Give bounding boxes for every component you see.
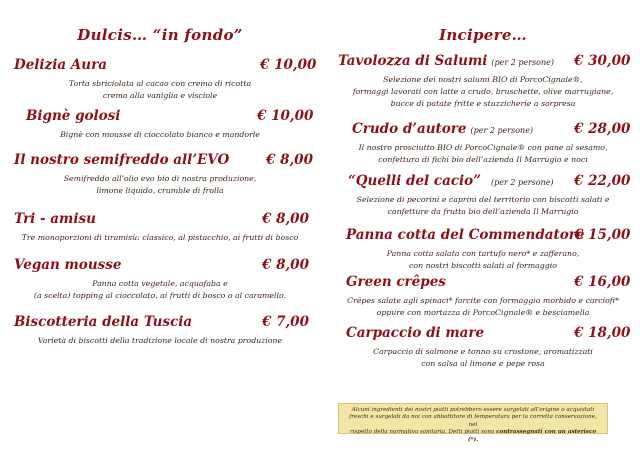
item-price: € 7,00 bbox=[262, 314, 309, 330]
allergen-notice-box bbox=[338, 403, 608, 443]
description-line: Semifreddo all’olio evo bio di nostra produzione, bbox=[63, 174, 257, 183]
item-name bbox=[348, 172, 554, 192]
item-description bbox=[14, 78, 306, 102]
item-name bbox=[352, 120, 533, 140]
menu-item bbox=[338, 273, 631, 319]
item-name: Carpaccio di mare bbox=[346, 325, 485, 341]
menu-item bbox=[14, 256, 309, 302]
item-note: (per 2 persone) bbox=[470, 126, 534, 135]
item-price: € 10,00 bbox=[260, 57, 317, 73]
notice-line: Alcuni ingredienti dei nostri piatti potrebbero essere surgelati all’origine o acquistati bbox=[351, 407, 595, 413]
menu-item bbox=[14, 151, 313, 197]
menu-item bbox=[338, 324, 631, 370]
description-line: formaggi lavorati con latte a crudo, bruschette, olive marrugiane, bbox=[352, 87, 614, 97]
item-price: € 18,00 bbox=[574, 325, 631, 341]
menu-item bbox=[338, 52, 631, 111]
item-description bbox=[14, 173, 306, 197]
starters-title: Incipere… bbox=[439, 26, 527, 44]
menu-item bbox=[338, 226, 631, 272]
item-name-text: “Quelli del cacio” bbox=[348, 173, 481, 189]
notice-text: rispetto della normativa sanitaria. Detti piatti sono bbox=[349, 429, 497, 436]
item-description bbox=[338, 194, 628, 218]
description-line: Selezione dei nostri salumi BIO di PorcoCignale®, bbox=[383, 75, 583, 84]
item-description bbox=[338, 142, 628, 166]
item-price: € 30,00 bbox=[574, 53, 631, 69]
description-line: Il nostro prosciutto BIO di PorcoCignale® con pane al sesamo, bbox=[358, 143, 608, 152]
menu-item bbox=[338, 120, 631, 166]
description-line: Tre monoporzioni di tiramisù: classico, al pistacchio, ai frutti di bosco bbox=[21, 233, 299, 242]
description-line: confetture da frutta bio dell’azienda Il Marrugio bbox=[387, 207, 579, 217]
item-price: € 22,00 bbox=[574, 173, 631, 189]
description-line: Bignè con mousse di cioccolato bianco e mandorle bbox=[60, 130, 260, 139]
item-price: € 16,00 bbox=[574, 274, 631, 290]
item-price: € 15,00 bbox=[574, 227, 631, 243]
item-name: Vegan mousse bbox=[14, 257, 122, 273]
item-description bbox=[338, 248, 628, 272]
description-line: bucce di patate fritte e stuzzicherie a sorpresa bbox=[390, 99, 576, 109]
item-name-text: Crudo d’autore bbox=[352, 121, 467, 137]
desserts-title: Dulcis… “in fondo” bbox=[77, 26, 243, 44]
item-price: € 28,00 bbox=[574, 121, 631, 137]
description-line: crema alla vaniglia e visciole bbox=[102, 91, 218, 101]
item-price: € 8,00 bbox=[262, 211, 309, 227]
item-note: (per 2 persone) bbox=[490, 178, 554, 187]
description-line: Torta sbriciolata al cacao con crema di ricotta bbox=[68, 79, 252, 88]
description-line: con salsa al limone e pepe rosa bbox=[421, 359, 545, 369]
description-line: limone liquido, crumble di frolla bbox=[96, 186, 224, 196]
description-line: Varietà di biscotti della tradizione locale di nostra produzione bbox=[37, 336, 283, 345]
item-name: Panna cotta del Commendatore bbox=[346, 227, 585, 243]
item-price: € 10,00 bbox=[257, 108, 314, 124]
description-line: Panna cotta vegetale, acquafaba e bbox=[92, 279, 228, 288]
item-name: Il nostro semifreddo all’EVO bbox=[14, 152, 230, 168]
item-name bbox=[338, 52, 554, 72]
description-line: Carpaccio di salmone e tonno su crostone, aromatizzati bbox=[373, 347, 593, 356]
menu-item bbox=[14, 56, 317, 102]
notice-line: freschi e surgelati da noi con abbattitore di temperatura per la corretta conservazione, nel bbox=[349, 414, 597, 428]
item-description bbox=[14, 335, 306, 347]
notice-emphasis: contrassegnati con un asterisco (*). bbox=[467, 429, 597, 443]
item-name-text: Tavolozza di Salumi bbox=[338, 53, 488, 69]
description-line: con nostri biscotti salati al formaggio bbox=[409, 261, 557, 271]
item-description bbox=[338, 295, 628, 319]
menu-item bbox=[338, 172, 631, 218]
item-name: Delizia Aura bbox=[14, 57, 107, 73]
item-note: (per 2 persone) bbox=[491, 58, 554, 67]
item-description bbox=[14, 278, 306, 302]
item-name: Green crêpes bbox=[346, 274, 446, 290]
item-name: Tri - amisu bbox=[14, 211, 96, 227]
item-description bbox=[338, 346, 628, 370]
menu-item bbox=[14, 210, 309, 244]
item-price: € 8,00 bbox=[266, 152, 313, 168]
description-line: Panna cotta salata con tartufo nero* e zafferano, bbox=[386, 249, 580, 258]
description-line: confettura di fichi bio dell’azienda Il Marrugio e noci bbox=[378, 155, 588, 165]
item-description bbox=[14, 129, 306, 141]
description-line: Selezione di pecorini e caprini del territorio con biscotti salati e bbox=[356, 195, 610, 204]
description-line: Crêpes salate agli spinaci* farcite con formaggio morbido e carciofi* bbox=[347, 296, 619, 305]
item-description bbox=[14, 232, 306, 244]
menu-item bbox=[14, 107, 314, 141]
description-line: oppure con mortazza di PorcoCignale® e besciamella bbox=[376, 308, 590, 318]
item-name: Biscotteria della Tuscia bbox=[14, 314, 193, 330]
item-name: Bignè golosi bbox=[26, 108, 121, 124]
menu-item bbox=[14, 313, 309, 347]
item-description bbox=[338, 74, 628, 111]
description-line: (a scelta) topping al cioccolato, ai frutti di bosco o al caramello. bbox=[33, 291, 287, 301]
item-price: € 8,00 bbox=[262, 257, 309, 273]
notice-line bbox=[345, 429, 601, 444]
